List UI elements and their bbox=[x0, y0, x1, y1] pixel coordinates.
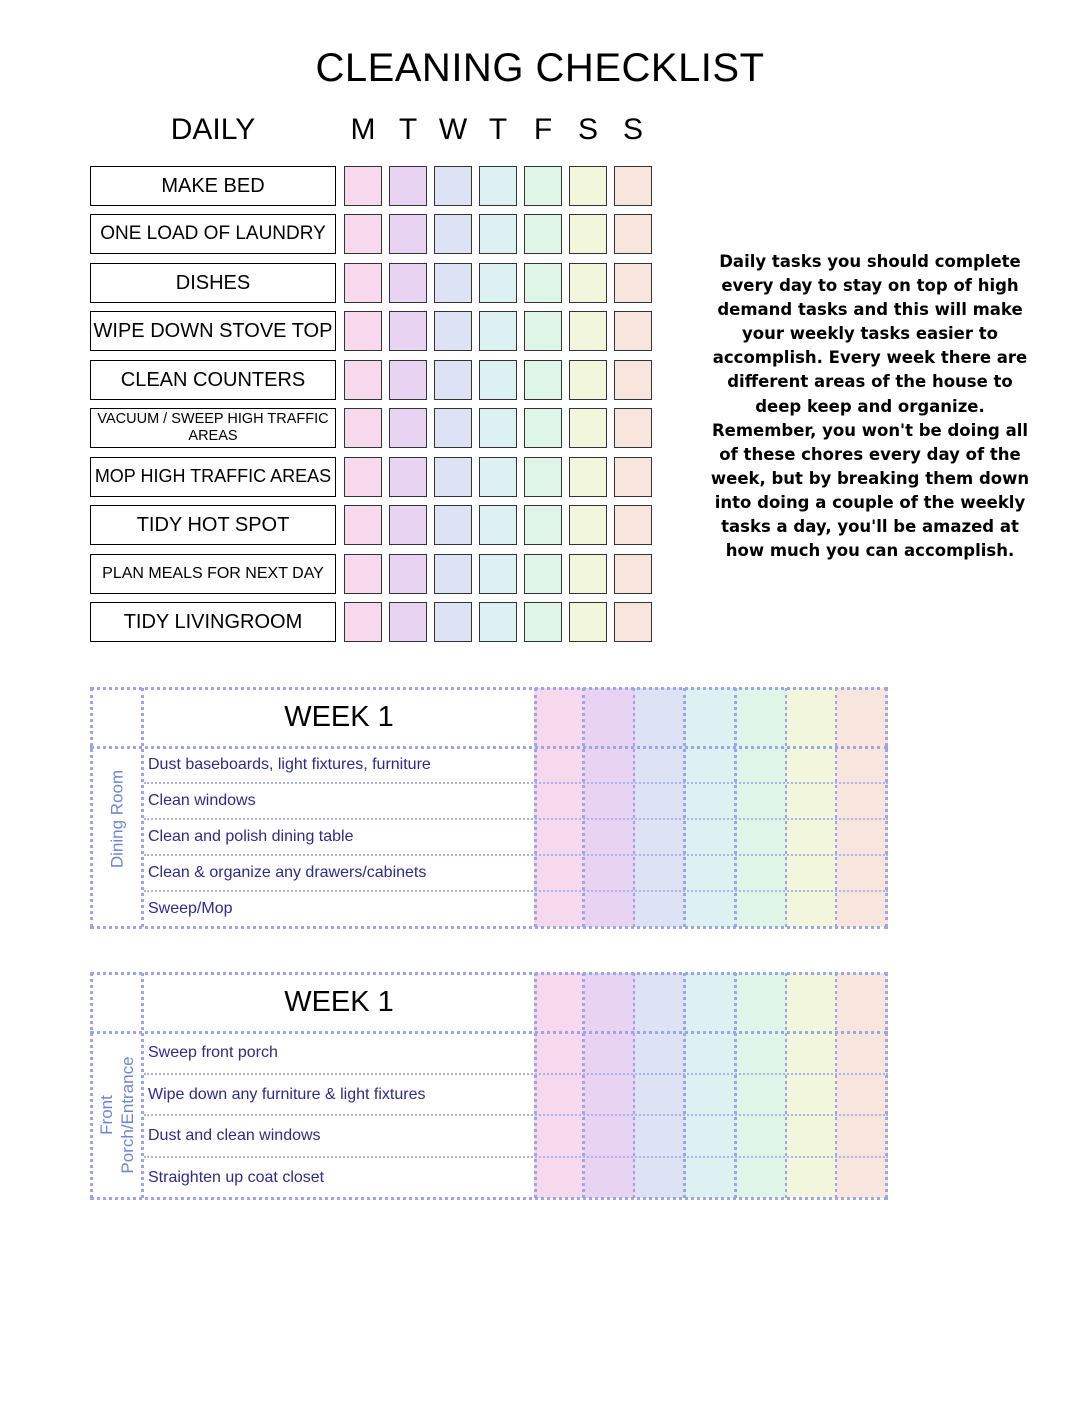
daily-checkbox[interactable] bbox=[614, 214, 652, 254]
day-header-4: F bbox=[533, 113, 553, 146]
daily-checkbox[interactable] bbox=[434, 505, 472, 545]
day-header-3: T bbox=[488, 113, 508, 146]
daily-checkbox[interactable] bbox=[389, 408, 427, 448]
description-text: Daily tasks you should complete every day to stay on top of high demand tasks and this will make your weekly tasks easier to accomplish. Every week there are different areas of the house to deep keep and organize. Remember, you won't be doing all of these chores every day of the week, but by breaking them down into doing a couple of the weekly tasks a day, you'll be amazed at how much you can accomplish. bbox=[710, 252, 1030, 561]
daily-checkbox[interactable] bbox=[479, 311, 517, 351]
daily-heading: DAILY bbox=[170, 113, 256, 146]
week-task: Clean windows bbox=[148, 792, 256, 809]
daily-checkbox[interactable] bbox=[344, 166, 382, 206]
daily-task-box bbox=[90, 166, 336, 206]
daily-checkbox[interactable] bbox=[434, 457, 472, 497]
daily-checkbox[interactable] bbox=[434, 408, 472, 448]
daily-checkbox[interactable] bbox=[524, 214, 562, 254]
area-label-line: Porch/Entrance bbox=[118, 1056, 137, 1174]
week-task: Dust baseboards, light fixtures, furniture bbox=[148, 756, 431, 773]
daily-checkbox[interactable] bbox=[344, 457, 382, 497]
week-task: Straighten up coat closet bbox=[148, 1168, 325, 1186]
daily-checkbox[interactable] bbox=[479, 554, 517, 594]
daily-task-label: TIDY LIVINGROOM bbox=[123, 611, 303, 633]
daily-checkbox[interactable] bbox=[524, 602, 562, 642]
daily-checkbox[interactable] bbox=[479, 408, 517, 448]
daily-task-box bbox=[90, 360, 336, 400]
daily-checkbox[interactable] bbox=[344, 505, 382, 545]
week-day-column[interactable] bbox=[686, 973, 737, 1198]
daily-checkbox[interactable] bbox=[434, 214, 472, 254]
daily-checkbox[interactable] bbox=[479, 360, 517, 400]
daily-checkbox[interactable] bbox=[479, 214, 517, 254]
daily-checkbox[interactable] bbox=[614, 408, 652, 448]
daily-checkbox[interactable] bbox=[344, 602, 382, 642]
daily-checkbox[interactable] bbox=[569, 554, 607, 594]
daily-checkbox[interactable] bbox=[614, 457, 652, 497]
daily-task-box bbox=[90, 263, 336, 303]
daily-task-box bbox=[90, 214, 336, 254]
week-task: Sweep/Mop bbox=[148, 900, 233, 917]
daily-checkbox[interactable] bbox=[434, 602, 472, 642]
week-day-column[interactable] bbox=[837, 973, 888, 1198]
daily-checkbox[interactable] bbox=[344, 263, 382, 303]
week-task: Wipe down any furniture & light fixtures bbox=[148, 1085, 426, 1103]
daily-checkbox[interactable] bbox=[434, 263, 472, 303]
daily-checkbox[interactable] bbox=[389, 457, 427, 497]
week-task: Dust and clean windows bbox=[148, 1127, 321, 1144]
daily-checkbox[interactable] bbox=[479, 505, 517, 545]
daily-checkbox[interactable] bbox=[479, 457, 517, 497]
day-header-1: T bbox=[398, 113, 418, 146]
daily-checkbox[interactable] bbox=[344, 311, 382, 351]
week-task: Sweep front porch bbox=[148, 1044, 278, 1061]
daily-checkbox[interactable] bbox=[479, 263, 517, 303]
daily-checkbox[interactable] bbox=[344, 408, 382, 448]
daily-checkbox[interactable] bbox=[344, 214, 382, 254]
daily-task-label: CLEAN COUNTERS bbox=[120, 369, 306, 391]
daily-checkbox[interactable] bbox=[614, 311, 652, 351]
daily-task-box bbox=[90, 554, 336, 594]
week-task: Clean & organize any drawers/cabinets bbox=[148, 864, 427, 881]
daily-checkbox[interactable] bbox=[524, 554, 562, 594]
daily-checkbox[interactable] bbox=[614, 166, 652, 206]
daily-checkbox[interactable] bbox=[569, 457, 607, 497]
daily-checkbox[interactable] bbox=[524, 263, 562, 303]
area-column bbox=[90, 973, 144, 1198]
daily-task-label: TIDY HOT SPOT bbox=[136, 514, 290, 536]
daily-checkbox[interactable] bbox=[434, 311, 472, 351]
area-label-line: Front bbox=[96, 1095, 116, 1135]
daily-checkbox[interactable] bbox=[614, 505, 652, 545]
daily-checkbox[interactable] bbox=[479, 166, 517, 206]
daily-checkbox[interactable] bbox=[524, 360, 562, 400]
daily-task-box bbox=[90, 505, 336, 545]
daily-checkbox[interactable] bbox=[434, 360, 472, 400]
day-header-0: M bbox=[350, 113, 376, 146]
daily-checkbox[interactable] bbox=[569, 214, 607, 254]
page-title: CLEANING CHECKLIST bbox=[315, 46, 765, 90]
daily-checkbox[interactable] bbox=[389, 214, 427, 254]
daily-task-label: DISHES bbox=[175, 272, 251, 294]
week-day-column[interactable] bbox=[737, 973, 788, 1198]
daily-checkbox[interactable] bbox=[434, 554, 472, 594]
week-1-porch-table bbox=[90, 973, 888, 1199]
daily-task-label: WIPE DOWN STOVE TOP bbox=[93, 320, 333, 342]
daily-task-label: PLAN MEALS FOR NEXT DAY bbox=[102, 565, 324, 583]
daily-task-label: MAKE BED bbox=[161, 175, 265, 197]
day-header-2: W bbox=[438, 113, 468, 146]
daily-checkbox[interactable] bbox=[569, 602, 607, 642]
daily-task-label: MOP HIGH TRAFFIC AREAS bbox=[94, 466, 332, 487]
daily-task-box bbox=[90, 457, 336, 497]
daily-checkbox[interactable] bbox=[389, 360, 427, 400]
day-header-6: S bbox=[622, 113, 643, 146]
week-day-column[interactable] bbox=[787, 973, 838, 1198]
daily-task-box bbox=[90, 602, 336, 642]
week-1-dining-table bbox=[90, 688, 888, 928]
daily-task-label: ONE LOAD OF LAUNDRY bbox=[100, 222, 326, 244]
daily-checkbox[interactable] bbox=[389, 311, 427, 351]
area-column bbox=[90, 688, 144, 927]
daily-checkbox[interactable] bbox=[569, 360, 607, 400]
daily-checkbox[interactable] bbox=[569, 166, 607, 206]
daily-checkbox[interactable] bbox=[569, 408, 607, 448]
daily-checkbox[interactable] bbox=[614, 360, 652, 400]
area-label: Dining Room bbox=[107, 769, 127, 869]
daily-checkbox[interactable] bbox=[614, 263, 652, 303]
daily-checkbox[interactable] bbox=[524, 457, 562, 497]
week-day-column[interactable] bbox=[585, 973, 636, 1198]
daily-checkbox[interactable] bbox=[389, 554, 427, 594]
daily-checkbox[interactable] bbox=[479, 602, 517, 642]
daily-checkbox[interactable] bbox=[569, 505, 607, 545]
daily-task-label: VACUUM / SWEEP HIGH TRAFFIC AREAS bbox=[97, 410, 329, 444]
daily-checkbox[interactable] bbox=[524, 408, 562, 448]
daily-task-box bbox=[90, 408, 336, 448]
daily-task-box bbox=[90, 311, 336, 351]
daily-checkbox[interactable] bbox=[344, 554, 382, 594]
daily-checkbox[interactable] bbox=[524, 505, 562, 545]
daily-checkbox[interactable] bbox=[389, 602, 427, 642]
daily-checkbox[interactable] bbox=[569, 263, 607, 303]
area-label bbox=[96, 1056, 139, 1173]
day-header-5: S bbox=[577, 113, 598, 146]
week-title: WEEK 1 bbox=[284, 986, 394, 1018]
daily-checkbox[interactable] bbox=[389, 263, 427, 303]
week-title: WEEK 1 bbox=[284, 701, 394, 733]
daily-checkbox[interactable] bbox=[434, 166, 472, 206]
daily-checkbox[interactable] bbox=[569, 311, 607, 351]
daily-checkbox[interactable] bbox=[389, 166, 427, 206]
daily-checkbox[interactable] bbox=[524, 311, 562, 351]
week-day-column[interactable] bbox=[534, 973, 585, 1198]
week-task: Clean and polish dining table bbox=[148, 828, 354, 845]
daily-checkbox[interactable] bbox=[344, 360, 382, 400]
daily-checkbox[interactable] bbox=[389, 505, 427, 545]
daily-checkbox[interactable] bbox=[524, 166, 562, 206]
daily-checkbox[interactable] bbox=[614, 554, 652, 594]
week-day-column[interactable] bbox=[635, 973, 686, 1198]
daily-checkbox[interactable] bbox=[614, 602, 652, 642]
